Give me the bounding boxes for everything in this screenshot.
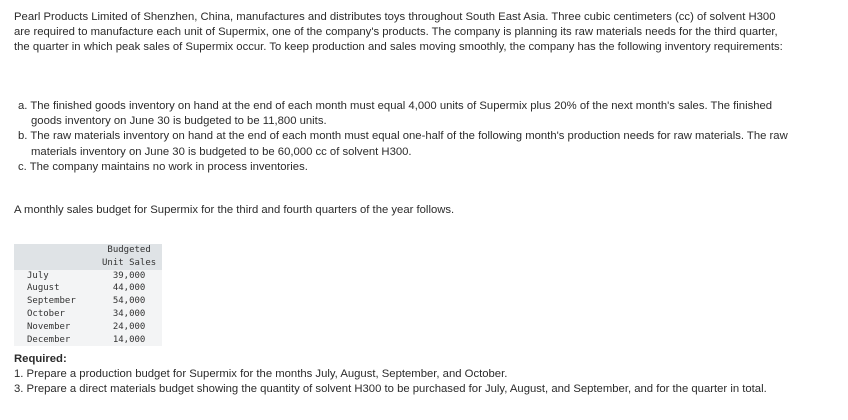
units-cell: 24,000 bbox=[96, 321, 162, 334]
inventory-requirements-list bbox=[18, 99, 788, 175]
table-row bbox=[14, 321, 162, 334]
month-cell: July bbox=[14, 270, 96, 283]
table-header-row bbox=[14, 244, 162, 270]
table-row bbox=[14, 334, 162, 347]
units-cell: 39,000 bbox=[96, 270, 162, 283]
table-header-budgeted-unit-sales bbox=[96, 244, 162, 270]
requirement-item-c: c. The company maintains no work in process inventories. bbox=[18, 160, 308, 173]
required-section bbox=[14, 352, 794, 398]
units-cell: 14,000 bbox=[96, 334, 162, 347]
units-cell: 34,000 bbox=[96, 308, 162, 321]
table-header-blank bbox=[14, 244, 96, 270]
units-cell: 54,000 bbox=[96, 295, 162, 308]
table-row bbox=[14, 295, 162, 308]
problem-page bbox=[14, 10, 794, 396]
month-cell: December bbox=[14, 334, 96, 347]
month-cell: November bbox=[14, 321, 96, 334]
units-cell: 44,000 bbox=[96, 282, 162, 295]
month-cell: October bbox=[14, 308, 96, 321]
required-item-3: 3. Prepare a direct materials budget showing the quantity of solvent H300 to be purchased for July, August, and September, and for the quarter in total. bbox=[14, 383, 767, 396]
budget-intro-text: A monthly sales budget for Supermix for the third and fourth quarters of the year follows. bbox=[14, 204, 455, 216]
requirement-item-a: a. The finished goods inventory on hand at the end of each month must equal 4,000 units of Supermix plus 20% of the next month's sales. The finished goods inventory on June 30 is budgeted to be 11,800 units. bbox=[18, 100, 773, 128]
header-line-1: Budgeted bbox=[107, 245, 151, 255]
table-row bbox=[14, 282, 162, 295]
header-line-2: Unit Sales bbox=[102, 257, 157, 268]
required-heading: Required: bbox=[14, 353, 67, 365]
sales-budget-table bbox=[14, 244, 162, 346]
table-row bbox=[14, 308, 162, 321]
table-row bbox=[14, 270, 162, 283]
month-cell: September bbox=[14, 295, 96, 308]
intro-paragraph: Pearl Products Limited of Shenzhen, China, manufactures and distributes toys throughout South East Asia. Three cubic centimeters (cc) of solvent H300 are required to manufacture each unit of Supermix, one of the company's products. The company is planning its raw materials needs for the third quarter, the quarter in which peak sales of Supermix occur. To keep production and sales moving smoothly, the company has the following inventory requirements: bbox=[14, 11, 783, 54]
month-cell: August bbox=[14, 282, 96, 295]
requirement-item-b: b. The raw materials inventory on hand at the end of each month must equal one-half of the following month's production needs for raw materials. The raw materials inventory on June 30 is budgeted to be 60,000 cc of solvent H300. bbox=[18, 130, 788, 158]
required-item-1: 1. Prepare a production budget for Supermix for the months July, August, September, and October. bbox=[14, 368, 508, 381]
